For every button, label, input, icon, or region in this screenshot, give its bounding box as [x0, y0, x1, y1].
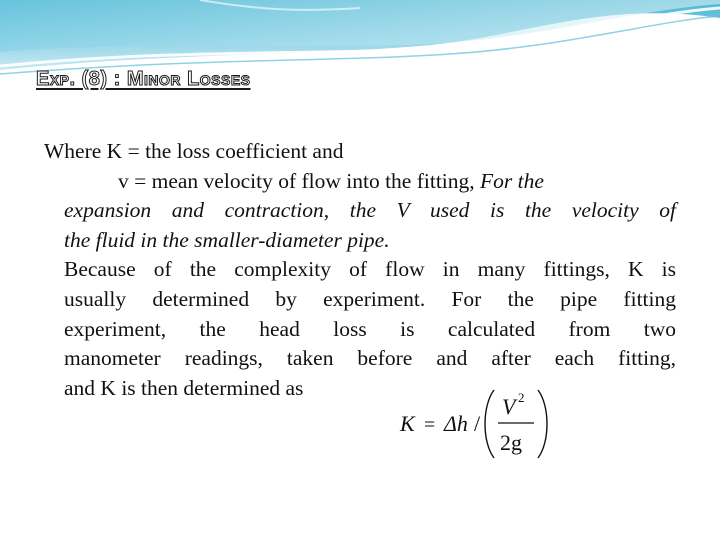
slide-title: Exp. (8) : Minor Losses	[36, 68, 251, 90]
text-line-5: Because of the complexity of flow in many fittings, K is	[64, 257, 676, 282]
formula-left-paren	[485, 390, 494, 458]
formula-delta-h: Δh	[444, 411, 468, 436]
formula-equals: =	[424, 414, 436, 436]
text-line-2-normal: v = mean velocity of flow into the fitting,	[118, 168, 481, 193]
loss-coefficient-formula	[398, 386, 558, 460]
text-line-6: usually determined by experiment. For the pipe fitting	[64, 286, 676, 311]
body-text	[44, 137, 676, 403]
text-line-3: expansion and contraction, the V used is the velocity of	[64, 198, 676, 223]
formula-numerator: V	[502, 394, 516, 419]
text-line-7: experiment, the head loss is calculated from two	[64, 316, 676, 341]
text-line-1: Where K = the loss coefficient and	[44, 139, 344, 163]
formula-denominator: 2g	[500, 430, 522, 455]
text-line-2	[44, 167, 676, 197]
formula-right-paren	[538, 390, 547, 458]
text-line-9: and K is then determined as	[64, 375, 304, 400]
formula-exponent: 2	[518, 390, 525, 405]
text-line-2-italic: For the	[480, 168, 544, 193]
text-line-8: manometer readings, taken before and after each fitting,	[64, 346, 676, 371]
formula-lhs: K	[400, 411, 415, 436]
text-line-4: the fluid in the smaller-diameter pipe.	[64, 227, 390, 252]
formula-slash: /	[474, 411, 481, 436]
